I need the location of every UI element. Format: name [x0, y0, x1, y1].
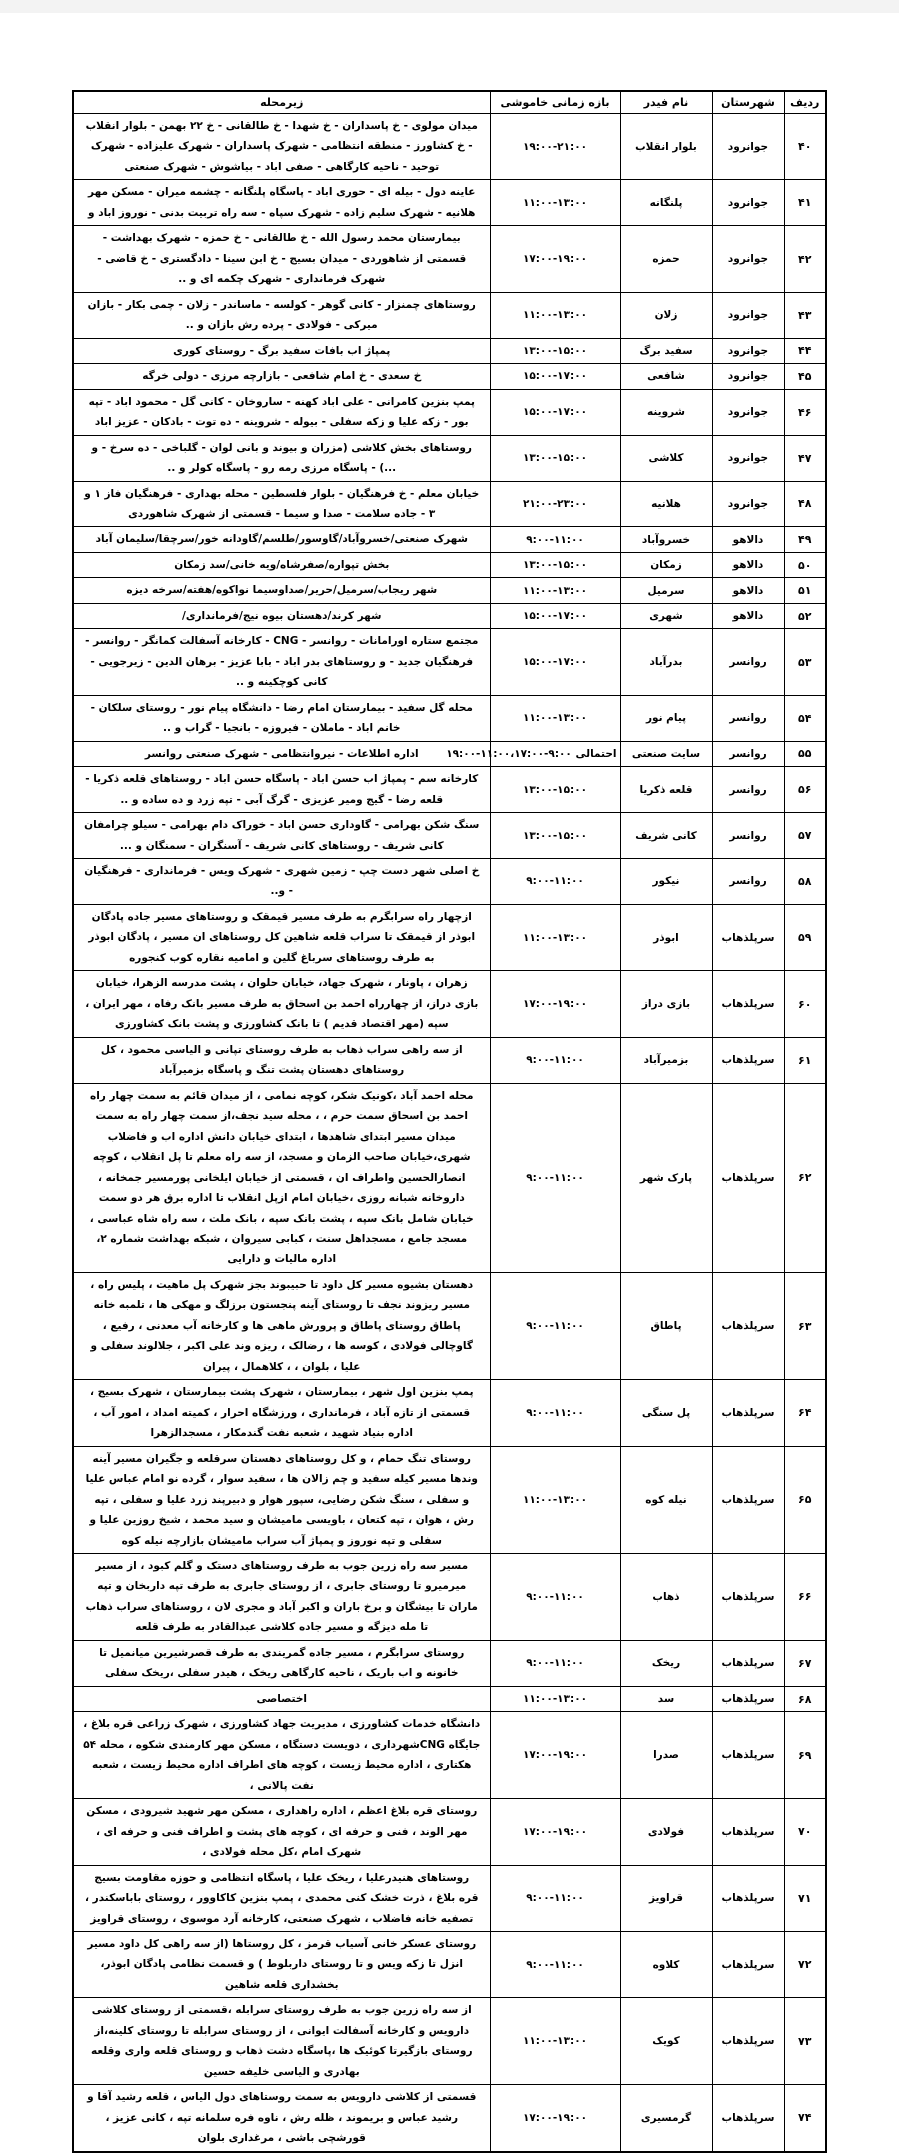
cell-feeder-name: زلان	[620, 292, 712, 338]
cell-feeder-name: سد	[620, 1686, 712, 1711]
cell-county: سرپلذهاب	[712, 1554, 784, 1641]
cell-feeder-name: قلعه ذکریا	[620, 767, 712, 813]
table-row	[73, 904, 826, 970]
cell-subareas: ازچهار راه سرابگرم به طرف مسیر قیمقک و روستاهای مسیر جاده پادگان ابوذر از قیمقک تا سراب قلعه شاهین کل روستاهای ان مسیر ، پادگان ابوذر به طرف روستاهای سرباغ گلین و امامیه نقاره کوب کنجوره	[73, 904, 490, 970]
cell-outage-time: ۱۳:۰۰-۱۵:۰۰	[490, 552, 620, 577]
cell-feeder-name: شافعی	[620, 364, 712, 389]
table-row	[73, 1686, 826, 1711]
cell-feeder-name: خسروآباد	[620, 527, 712, 552]
cell-outage-time: ۱۱:۰۰-۱۳:۰۰	[490, 1686, 620, 1711]
cell-feeder-name: کانی شریف	[620, 813, 712, 859]
cell-county: جوانرود	[712, 180, 784, 226]
cell-county: روانسر	[712, 741, 784, 766]
cell-subareas: شهر ریجاب/سرمیل/حریر/صداوسیما نواکوه/هفته/سرخه دیزه	[73, 578, 490, 603]
cell-row-number: ۴۰	[784, 114, 826, 180]
cell-row-number: ۶۴	[784, 1380, 826, 1446]
table-body	[73, 114, 826, 2152]
table-row	[73, 1931, 826, 1997]
table-row	[73, 1712, 826, 1799]
cell-subareas: از سه راه زرین جوب به طرف روستای سرابله ،قسمتی از روستای کلاشی دارویس و کارخانه آسفالت ایوانی ، از روستای سرابله تا روستای کلینه،از روستای بازگیرتا کوئیک ها ،پاسگاه دشت ذهاب و روستای قلعه واری وقلعه بهادری و الیاسی خلیفه حسین	[73, 1998, 490, 2085]
cell-row-number: ۴۵	[784, 364, 826, 389]
cell-outage-time: ۹:۰۰-۱۱:۰۰	[490, 1083, 620, 1272]
cell-outage-time: ۲۱:۰۰-۲۳:۰۰	[490, 481, 620, 527]
table-row	[73, 552, 826, 577]
cell-row-number: ۴۸	[784, 481, 826, 527]
table-row	[73, 527, 826, 552]
cell-row-number: ۷۰	[784, 1799, 826, 1865]
cell-feeder-name: ریخک	[620, 1640, 712, 1686]
cell-county: جوانرود	[712, 292, 784, 338]
cell-county: جوانرود	[712, 364, 784, 389]
cell-row-number: ۵۸	[784, 859, 826, 905]
cell-feeder-name: شهری	[620, 603, 712, 628]
cell-row-number: ۷۳	[784, 1998, 826, 2085]
cell-outage-time: احتمالی ۹:۰۰-۱۱:۰۰،۱۷:۰۰-۱۹:۰۰	[490, 741, 620, 766]
table-row	[73, 629, 826, 695]
cell-county: سرپلذهاب	[712, 1037, 784, 1083]
cell-outage-time: ۱۱:۰۰-۱۳:۰۰	[490, 578, 620, 603]
cell-subareas: روستاهای چمنزار - کانی گوهر - کولسه - ماساندر - زلان - چمی بکار - بازان میرکی - فولادی - پرده رش بازان و ..	[73, 292, 490, 338]
cell-feeder-name: زمکان	[620, 552, 712, 577]
document-body	[72, 90, 827, 2153]
cell-subareas: مجتمع ستاره اورامانات - روانسر - CNG - کارخانه آسفالت کمانگر - روانسر - فرهنگیان جدید - و روستاهای بدر اباد - بابا عزیز - برهان الدین - زیرجویی - کانی کوچکینه و ..	[73, 629, 490, 695]
cell-feeder-name: پاطاق	[620, 1272, 712, 1379]
cell-feeder-name: پیام نور	[620, 695, 712, 741]
table-row	[73, 364, 826, 389]
table-row	[73, 1640, 826, 1686]
table-row	[73, 389, 826, 435]
cell-county: سرپلذهاب	[712, 1931, 784, 1997]
cell-county: روانسر	[712, 813, 784, 859]
table-row	[73, 767, 826, 813]
table-row	[73, 603, 826, 628]
cell-feeder-name: ابوذر	[620, 904, 712, 970]
cell-row-number: ۵۳	[784, 629, 826, 695]
cell-county: روانسر	[712, 695, 784, 741]
cell-subareas: خ سعدی - خ امام شافعی - بازارچه مرزی - دولی خرگه	[73, 364, 490, 389]
cell-feeder-name: پلنگانه	[620, 180, 712, 226]
cell-county: جوانرود	[712, 481, 784, 527]
cell-subareas: خ اصلی شهر دست چپ - زمین شهری - شهرک ویس - فرمانداری - فرهنگیان - و..	[73, 859, 490, 905]
cell-row-number: ۵۱	[784, 578, 826, 603]
table-row	[73, 1380, 826, 1446]
table-row	[73, 180, 826, 226]
cell-outage-time: ۹:۰۰-۱۱:۰۰	[490, 859, 620, 905]
table-row	[73, 1083, 826, 1272]
cell-row-number: ۴۶	[784, 389, 826, 435]
cell-outage-time: ۱۱:۰۰-۱۳:۰۰	[490, 1998, 620, 2085]
table-row	[73, 292, 826, 338]
column-header-row-number: ردیف	[784, 91, 826, 114]
table-row	[73, 1272, 826, 1379]
cell-county: روانسر	[712, 767, 784, 813]
cell-row-number: ۴۳	[784, 292, 826, 338]
cell-subareas: روستای قره بلاغ اعظم ، اداره راهداری ، مسکن مهر شهید شیرودی ، مسکن مهر الوند ، فنی و حرفه ای ، کوچه های پشت و اطراف فنی و حرفه ای ، شهرک امام ،کل محله فولادی ،	[73, 1799, 490, 1865]
table-row	[73, 226, 826, 292]
cell-outage-time: ۱۳:۰۰-۱۵:۰۰	[490, 813, 620, 859]
cell-feeder-name: سایت صنعتی	[620, 741, 712, 766]
header-row	[73, 91, 826, 114]
cell-outage-time: ۱۱:۰۰-۱۳:۰۰	[490, 904, 620, 970]
cell-subareas: بیمارستان محمد رسول الله - خ طالقانی - خ حمزه - شهرک بهداشت - قسمتی از شاهوردی - میدان بسیج - خ ابن سینا - دادگستری - خ قاضی - شهرک فرمانداری - شهرک چکمه ای و ..	[73, 226, 490, 292]
cell-subareas: روستای عسکر خانی آسیاب قرمز ، کل روستاها (از سه راهی کل داود مسیر انزل تا زکه ویس و تا روستای داربلوط ) و قسمت نظامی پادگان ابوذر، بخشداری قلعه شاهین	[73, 1931, 490, 1997]
table-row	[73, 1037, 826, 1083]
cell-subareas: شهر کرند/دهستان بیوه نیج/فرمانداری/	[73, 603, 490, 628]
cell-outage-time: ۹:۰۰-۱۱:۰۰	[490, 1865, 620, 1931]
cell-feeder-name: حمزه	[620, 226, 712, 292]
cell-outage-time: ۱۷:۰۰-۱۹:۰۰	[490, 226, 620, 292]
cell-outage-time: ۱۷:۰۰-۱۹:۰۰	[490, 1799, 620, 1865]
cell-row-number: ۵۰	[784, 552, 826, 577]
cell-row-number: ۵۹	[784, 904, 826, 970]
cell-row-number: ۶۹	[784, 1712, 826, 1799]
column-header-outage-time: بازه زمانی خاموشی	[490, 91, 620, 114]
cell-row-number: ۶۷	[784, 1640, 826, 1686]
cell-county: جوانرود	[712, 435, 784, 481]
cell-county: سرپلذهاب	[712, 2085, 784, 2152]
cell-row-number: ۶۸	[784, 1686, 826, 1711]
cell-row-number: ۴۹	[784, 527, 826, 552]
cell-row-number: ۷۲	[784, 1931, 826, 1997]
cell-county: سرپلذهاب	[712, 1998, 784, 2085]
cell-feeder-name: صدرا	[620, 1712, 712, 1799]
cell-feeder-name: هلانیه	[620, 481, 712, 527]
cell-row-number: ۶۵	[784, 1446, 826, 1553]
cell-county: سرپلذهاب	[712, 1083, 784, 1272]
cell-subareas: محله گل سفید - بیمارستان امام رضا - دانشگاه پیام نور - روستای سلکان - خانم اباد - ماملان - فیروزه - بانجیا - گراب و ..	[73, 695, 490, 741]
cell-outage-time: ۹:۰۰-۱۱:۰۰	[490, 1640, 620, 1686]
cell-subareas: سنگ شکن بهرامی - گاوداری حسن اباد - خوراک دام بهرامی - سیلو چرامفان کانی شریف - روستاهای کانی شریف - آسنگران - سمنگان و ...	[73, 813, 490, 859]
table-row	[73, 435, 826, 481]
cell-row-number: ۶۱	[784, 1037, 826, 1083]
cell-feeder-name: ذهاب	[620, 1554, 712, 1641]
table-row	[73, 1554, 826, 1641]
cell-county: جوانرود	[712, 389, 784, 435]
cell-subareas: از سه راهی سراب ذهاب به طرف روستای تپانی و الیاسی محمود ، کل روستاهای دهستان پشت تنگ و پاسگاه بزمیرآباد	[73, 1037, 490, 1083]
cell-county: سرپلذهاب	[712, 1686, 784, 1711]
cell-subareas: کارخانه سم - پمپاژ اب حسن اباد - پاسگاه حسن اباد - روستاهای قلعه ذکریا - قلعه رضا - گیج ومیر عزیزی - گرگ آبی - تپه زرد و ده ساده و ..	[73, 767, 490, 813]
table-header	[73, 91, 826, 114]
column-header-subareas: زیرمحله	[73, 91, 490, 114]
cell-row-number: ۵۲	[784, 603, 826, 628]
cell-subareas: خیابان معلم - خ فرهنگیان - بلوار فلسطین - محله بهداری - فرهنگیان فاز ۱ و ۳ - جاده سلامت - صدا و سیما - قسمتی از شهرک شاهوردی	[73, 481, 490, 527]
cell-feeder-name: شروینه	[620, 389, 712, 435]
cell-row-number: ۷۱	[784, 1865, 826, 1931]
table-row	[73, 2085, 826, 2152]
cell-row-number: ۴۷	[784, 435, 826, 481]
cell-feeder-name: گرمسیری	[620, 2085, 712, 2152]
cell-outage-time: ۱۵:۰۰-۱۷:۰۰	[490, 603, 620, 628]
cell-outage-time: ۱۳:۰۰-۱۵:۰۰	[490, 435, 620, 481]
cell-subareas: شهرک صنعتی/خسروآباد/گاوسور/طلسم/گاودانه خور/سرچقا/سلیمان آباد	[73, 527, 490, 552]
cell-row-number: ۶۳	[784, 1272, 826, 1379]
cell-county: جوانرود	[712, 114, 784, 180]
cell-row-number: ۴۱	[784, 180, 826, 226]
cell-feeder-name: بلوار انقلاب	[620, 114, 712, 180]
cell-feeder-name: کویک	[620, 1998, 712, 2085]
cell-row-number: ۶۲	[784, 1083, 826, 1272]
cell-feeder-name: قراویز	[620, 1865, 712, 1931]
cell-row-number: ۴۲	[784, 226, 826, 292]
cell-outage-time: ۱۳:۰۰-۱۵:۰۰	[490, 338, 620, 363]
cell-county: جوانرود	[712, 338, 784, 363]
cell-row-number: ۴۴	[784, 338, 826, 363]
table-row	[73, 338, 826, 363]
cell-subareas: دانشگاه خدمات کشاورزی ، مدیریت جهاد کشاورزی ، شهرک زراعی قره بلاغ ، جایگاه CNGشهرداری ، دویست دستگاه ، مسکن مهر کارمندی شکوه ، محله ۵۴ هکتاری ، اداره محیط زیست ، کوچه های اطراف اداره محیط زیست ، شعبه نفت پالانی ،	[73, 1712, 490, 1799]
cell-subareas: پمپ بنزین اول شهر ، بیمارستان ، شهرک پشت بیمارستان ، شهرک بسیج ، قسمتی از تازه آباد ، فرمانداری ، ورزشگاه احرار ، کمیته امداد ، امور آب ، اداره بنیاد شهید ، شعبه نفت گندمکار ، مسجدالزهرا	[73, 1380, 490, 1446]
cell-subareas: پمپ بنزین کامرانی - علی اباد کهنه - ساروخان - کانی گل - محمود اباد - تپه بور - زکه علیا و زکه سفلی - بیوله - شروینه - ده توت - بادکان - عزیز اباد	[73, 389, 490, 435]
cell-outage-time: ۱۱:۰۰-۱۳:۰۰	[490, 292, 620, 338]
cell-feeder-name: سرمیل	[620, 578, 712, 603]
cell-feeder-name: نیله کوه	[620, 1446, 712, 1553]
page-top-strip	[0, 0, 899, 13]
cell-county: سرپلذهاب	[712, 971, 784, 1037]
table-row	[73, 1446, 826, 1553]
cell-feeder-name: بزمیرآباد	[620, 1037, 712, 1083]
cell-county: جوانرود	[712, 226, 784, 292]
cell-feeder-name: سفید برگ	[620, 338, 712, 363]
cell-county: سرپلذهاب	[712, 904, 784, 970]
cell-outage-time: ۱۵:۰۰-۱۷:۰۰	[490, 389, 620, 435]
cell-county: روانسر	[712, 629, 784, 695]
cell-outage-time: ۱۱:۰۰-۱۳:۰۰	[490, 1446, 620, 1553]
cell-county: سرپلذهاب	[712, 1712, 784, 1799]
cell-outage-time: ۱۵:۰۰-۱۷:۰۰	[490, 629, 620, 695]
table-row	[73, 481, 826, 527]
cell-feeder-name: کلاشی	[620, 435, 712, 481]
cell-feeder-name: نیکور	[620, 859, 712, 905]
cell-subareas: پمپاژ اب بافات سفید برگ - روستای کوری	[73, 338, 490, 363]
cell-row-number: ۵۵	[784, 741, 826, 766]
cell-county: سرپلذهاب	[712, 1380, 784, 1446]
cell-feeder-name: بدرآباد	[620, 629, 712, 695]
cell-county: سرپلذهاب	[712, 1446, 784, 1553]
cell-subareas: روستاهای هنیدرعلیا ، ریخک علیا ، پاسگاه انتظامی و حوزه مقاومت بسیج قره بلاغ ، ذرت خشک کنی محمدی ، پمپ بنزین کاکاوور ، روستای باباسکندر ، تصفیه خانه فاضلاب ، شهرک صنعتی، کارخانه آرد موسوی ، روستای قراویز	[73, 1865, 490, 1931]
cell-feeder-name: فولادی	[620, 1799, 712, 1865]
column-header-feeder: نام فیدر	[620, 91, 712, 114]
cell-subareas: میدان مولوی - خ پاسداران - خ شهدا - خ طالقانی - خ ۲۲ بهمن - بلوار انقلاب - خ کشاورز - منطقه انتظامی - شهرک پاسداران - شهرک علیزاده - شهرک توحید - ناحیه کارگاهی - صفی اباد - بیاشوش - شهرک صنعتی	[73, 114, 490, 180]
cell-feeder-name: پارک شهر	[620, 1083, 712, 1272]
cell-outage-time: ۹:۰۰-۱۱:۰۰	[490, 1554, 620, 1641]
cell-subareas: روستای سرابگرم ، مسیر جاده گمریندی به طرف قصرشیرین میانمیل تا خانونه و اب باریک ، ناحیه کارگاهی ریخک ، هیدر سفلی ،ریخک سفلی	[73, 1640, 490, 1686]
cell-subareas: بخش تپواره/صفرشاه/ویه خانی/سد زمکان	[73, 552, 490, 577]
table-row	[73, 114, 826, 180]
cell-feeder-name: بازی دراز	[620, 971, 712, 1037]
cell-outage-time: ۱۱:۰۰-۱۳:۰۰	[490, 180, 620, 226]
table-row	[73, 1865, 826, 1931]
cell-county: سرپلذهاب	[712, 1865, 784, 1931]
cell-feeder-name: کلاوه	[620, 1931, 712, 1997]
column-header-county: شهرستان	[712, 91, 784, 114]
table-row	[73, 859, 826, 905]
cell-outage-time: ۱۷:۰۰-۱۹:۰۰	[490, 2085, 620, 2152]
cell-county: دالاهو	[712, 603, 784, 628]
cell-row-number: ۵۷	[784, 813, 826, 859]
cell-row-number: ۵۴	[784, 695, 826, 741]
cell-county: دالاهو	[712, 578, 784, 603]
cell-outage-time: ۹:۰۰-۱۱:۰۰	[490, 1380, 620, 1446]
cell-outage-time: ۱۷:۰۰-۱۹:۰۰	[490, 971, 620, 1037]
cell-row-number: ۷۴	[784, 2085, 826, 2152]
cell-row-number: ۶۰	[784, 971, 826, 1037]
cell-row-number: ۵۶	[784, 767, 826, 813]
cell-row-number: ۶۶	[784, 1554, 826, 1641]
cell-outage-time: ۹:۰۰-۱۱:۰۰	[490, 1931, 620, 1997]
cell-subareas: قسمتی از کلاشی دارویس به سمت روستاهای دول الیاس ، قلعه رشید آقا و رشید عباس و بریموند ، ظله رش ، ناوه فره سلمانه تپه ، کانی عزیز ، قورشچی باشی ، مرغداری بلوان	[73, 2085, 490, 2152]
table-row	[73, 971, 826, 1037]
cell-subareas: اداره اطلاعات - نیروانتظامی - شهرک صنعتی روانسر	[73, 741, 490, 766]
outage-schedule-table	[72, 90, 827, 2153]
cell-outage-time: ۱۷:۰۰-۱۹:۰۰	[490, 1712, 620, 1799]
cell-outage-time: ۱۳:۰۰-۱۵:۰۰	[490, 767, 620, 813]
cell-subareas: روستاهای بخش کلاشی (مزران و بیوند و بانی لوان - گلباخی - ده سرخ - و ...) - پاسگاه مرزی رمه رو - پاسگاه کولر و ..	[73, 435, 490, 481]
cell-outage-time: ۱۹:۰۰-۲۱:۰۰	[490, 114, 620, 180]
cell-subareas: دهستان بشیوه مسیر کل داود تا حبیبوند بجز شهرک پل ماهیت ، پلیس راه ، مسیر ریزوند نجف تا روستای آینه پنجستون برزلگ و مهکی ها ، تلمبه خانه پاطاق روستای پاطاق و پرورش ماهی ها و کارخانه آب معدنی ، رفیع ، گاوچالی فولادی ، کوسه ها ، رضالک ، ریزه وند علی اکبر ، جلالوند سفلی و علیا ، بلوان ، ، کلاهمال ، پیران	[73, 1272, 490, 1379]
cell-outage-time: ۱۱:۰۰-۱۳:۰۰	[490, 695, 620, 741]
table-row	[73, 1998, 826, 2085]
cell-outage-time: ۱۵:۰۰-۱۷:۰۰	[490, 364, 620, 389]
table-row	[73, 695, 826, 741]
cell-subareas: اختصاصی	[73, 1686, 490, 1711]
cell-county: سرپلذهاب	[712, 1799, 784, 1865]
cell-county: سرپلذهاب	[712, 1272, 784, 1379]
cell-outage-time: ۹:۰۰-۱۱:۰۰	[490, 1037, 620, 1083]
cell-feeder-name: پل سنگی	[620, 1380, 712, 1446]
cell-county: روانسر	[712, 859, 784, 905]
cell-subareas: محله احمد آباد ،کونیک شکر، کوچه نمامی ، از میدان قائم به سمت چهار راه احمد بن اسحاق سمت حرم ، ، محله سید نجف،از سمت چهار راه به سمت میدان مسیر ابتدای شاهدها ، ابتدای خیابان دانش اداره اب و فاضلاب شهری،خیابان صاحب الزمان و مسجد، از سه راه معلم تا پل انقلاب ، کوچه انصارالحسین واطراف ان ، قسمتی از خیابان ایلخانی پورمسیر جمخانه ، داروخانه شبانه روزی ،خیابان امام ازپل انقلاب تا اداره برق هر دو سمت خیابان شامل بانک سپه ، پشت بانک سپه ، بانک ملت ، سه راه شاه عباسی ، مسجد جامع ، مسجداهل سنت ، کبابی سیروان ، شبکه بهداشت شماره ۲، اداره مالیات و دارایی	[73, 1083, 490, 1272]
cell-outage-time: ۹:۰۰-۱۱:۰۰	[490, 1272, 620, 1379]
table-row	[73, 1799, 826, 1865]
cell-subareas: عاینه دول - بیله ای - حوری اباد - پاسگاه پلنگانه - چشمه میران - مسکن مهر هلانیه - شهرک سلیم زاده - شهرک سپاه - سه راه تربیت بدنی - نوروز اباد و	[73, 180, 490, 226]
cell-subareas: زهران ، پاونار ، شهرک جهاد، خیابان حلوان ، پشت مدرسه الزهرا، خیابان بازی دراز، از چهارراه احمد بن اسحاق به طرف مسیر بانک رفاه ، مهر ایران ، سپه (مهر اقتصاد قدیم ) تا بانک کشاورزی و پشت بانک کشاورزی	[73, 971, 490, 1037]
cell-county: سرپلذهاب	[712, 1640, 784, 1686]
cell-subareas: روستای تنگ حمام ، و کل روستاهای دهستان سرقلعه و جگیران مسیر آینه وندها مسیر کیله سفید و چم زالان ها ، سفید سوار ، گرده نو امام عباس علیا و سفلی ، سنگ شکن رضایی، سپور هوار و دبیرپند زرد علیا و سفلی ، تپه رش ، هوان ، تپه کتعان ، باویسی مامیشان و سید محمد ، شیخ روزین علیا و سفلی و تپه نوروز و پمپاژ آب سراب مامیشان بازارچه نیله کوه	[73, 1446, 490, 1553]
table-row	[73, 813, 826, 859]
table-row	[73, 578, 826, 603]
cell-outage-time: ۹:۰۰-۱۱:۰۰	[490, 527, 620, 552]
cell-subareas: مسیر سه راه زرین جوب به طرف روستاهای دستک و گلم کبود ، از مسیر میرمیرو تا روستای جابری ، از روستای جابری به طرف تپه داربخان و تپه ماران تا بیشگان و برخ باران و اکبر آباد و مجری لان ، روستاهای سراب ذهاب تا مله دیزگه و مسیر جاده کلاشی عبدالقادر به طرف قلعه	[73, 1554, 490, 1641]
table-row	[73, 741, 826, 766]
cell-county: دالاهو	[712, 527, 784, 552]
cell-county: دالاهو	[712, 552, 784, 577]
